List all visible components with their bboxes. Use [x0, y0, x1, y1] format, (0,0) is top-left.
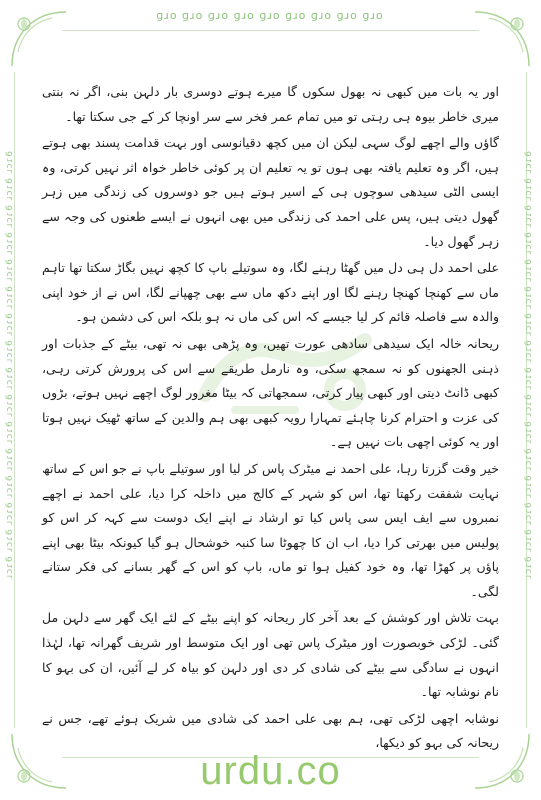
paragraph: بہت تلاش اور کوشش کے بعد آخر کار ریحانہ کو اپنے بیٹے کے لئے ایک گھر سے دلہن مل گئی۔ لڑکی خوبصورت اور میٹرک پاس تھی اور ایک متوسط اور شریف گھرانہ تھا، لہٰذا انہوں نے سادگی سے بیٹے کی شادی کر دی اور دلہن کو بیاہ کر لے آئیں، ان کی بہو کا نام نوشابہ تھا۔ — [42, 610, 499, 700]
corner-ornament-top-right-icon — [467, 4, 537, 74]
frame-top-line — [62, 30, 479, 31]
corner-ornament-top-left-icon — [4, 4, 74, 74]
paragraph: خیر وقت گزرتا رہا، علی احمد نے میٹرک پاس کر لیا اور سوتیلے باپ نے جو اس کے ساتھ نہایت شفقت رکھتا تھا، اس کو شہر کے کالج میں داخلہ کرا دیا، علی احمد نے اچھے نمبروں سے ایف ایس سی پاس کیا تو ارشاد نے اپنے ایک دوست سے کہہ کر اس کو پولیس میں بھرتی کرا دیا، اب ان کا چھوٹا سا کنبہ خوشحال ہو گیا کیونکہ بیٹا بھی اپنے پاؤں پر کھڑا تھا، وہ خود کفیل ہوا تو ماں، باپ کو اس کے گھر بسانے کی فکر ستانے لگی۔ — [42, 460, 499, 599]
paragraph: علی احمد دل ہی دل میں گھٹا رہنے لگا، وہ سوتیلے باپ کا کچھ نہیں بگاڑ سکتا تھا تاہم ماں سے کھنچا کھنچا رہنے لگا اور اپنے دکھ ماں سے بھی چھپانے لگا، اس نے از خود اپنی والدہ سے فاصلہ قائم کر لیا جیسے کہ اس کی ماں نہ ہو بلکہ اس کی دشمن ہو۔ — [42, 260, 499, 325]
paragraph: نوشابہ اچھی لڑکی تھی، ہم بھی علی احمد کی شادی میں شریک ہوئے تھے، جس نے ریحانہ کی بہو کو دیکھا، — [42, 710, 499, 751]
right-decorative-strip — [523, 150, 537, 710]
right-strip-text: ɹɔɾ6 ɹɔɾ6 ɹɔɾ6 ɹɔɾ6 ɹɔɾ6 ɹɔɾ6 ɹɔɾ6 ɹɔɾ6 ɹɔɾ6 ɹɔɾ6 ɹɔɾ6 ɹɔɾ6 ɹɔɾ6 ɹɔɾ6 ɹɔɾ6 ɹɔɾ6 — [524, 150, 534, 579]
paragraph: گاؤں والے اچھے لوگ سہی لیکن ان میں کچھ دقیانوسی اور بہت قدامت پسند بھی ہوتے ہیں، اگر وہ تعلیم یافتہ بھی ہوں تو یہ تعلیم ان پر کوئی خاطر خواہ اثر نہیں کرتی، وہ ایسی الٹی سیدھی سوچوں ہی کے اسیر ہوتے ہیں جو دوسروں کی زندگی میں زہر گھول دیتی ہیں، پس علی احمد کی زندگی میں بھی انہوں نے ایسے طعنوں کی وجہ سے زہر گھول دیا۔ — [42, 135, 499, 249]
left-decorative-strip — [4, 150, 18, 710]
paragraph: اور یہ بات میں کبھی نہ بھول سکوں گا میرے ہوتے دوسری بار دلہن بنی، اگر نہ بنتی میری خاطر بیوہ ہی رہتی تو میں تمام عمر فخر سے سر اونچا کر کے جی سکتا تھا۔ — [42, 84, 499, 124]
left-strip-text: ɹɔɾ6 ɹɔɾ6 ɹɔɾ6 ɹɔɾ6 ɹɔɾ6 ɹɔɾ6 ɹɔɾ6 ɹɔɾ6 ɹɔɾ6 ɹɔɾ6 ɹɔɾ6 ɹɔɾ6 ɹɔɾ6 ɹɔɾ6 ɹɔɾ6 ɹɔɾ6 — [5, 150, 15, 579]
footer-site-logo: urdu.co — [200, 749, 341, 793]
story-text — [42, 80, 499, 751]
top-decorative-strip: ɡɹo ɡɹo ɡɹo ɡɹo ɡɹo ɡɹo ɡɹo ɡɹo ɡɹo — [156, 9, 384, 22]
paragraph: ریحانہ خالہ ایک سیدھی سادھی عورت تھیں، وہ پڑھی بھی نہ تھی، بیٹے کے جذبات اور ذہنی الجھنوں کو نہ سمجھ سکی، وہ نارمل طریقے سے اس کی پرورش کرتی رہی، کبھی ڈانٹ دیتی اور کبھی پیار کرتی، سمجھاتی کہ بیٹا مغرور لوگ اچھے نہیں ہوتے، بڑوں کی عزت و احترام کرنا چاہئے تمہارا رویہ کبھی بھی ہم والدین کے ساتھ ٹھیک نہیں ہوتا اور یہ کوئی اچھی بات نہیں ہے۔ — [42, 335, 499, 450]
